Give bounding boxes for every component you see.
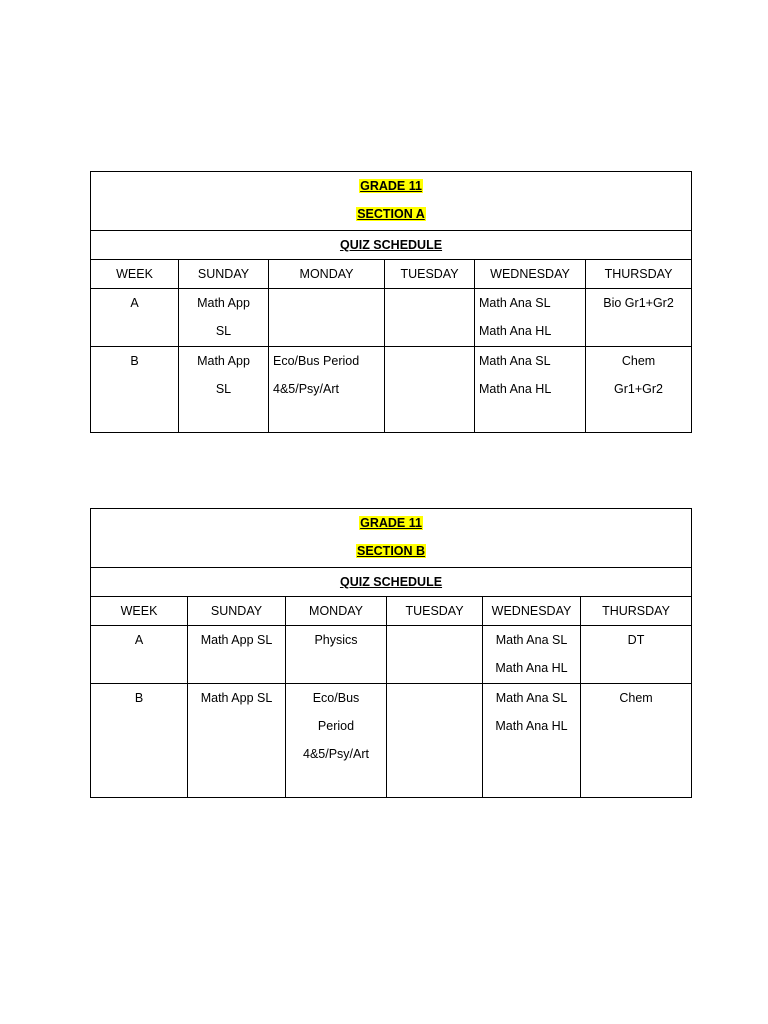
cell-line: Math App SL [200,691,273,705]
sunday-cell [179,347,269,433]
tuesday-cell [387,626,483,684]
grade-title: GRADE 11 [360,179,422,193]
cell-line: Math Ana HL [495,661,568,675]
quiz-schedule-table-section-a [90,171,692,433]
table-header [91,172,692,231]
thursday-cell [586,347,692,433]
week-cell: B [91,684,188,798]
thursday-cell [581,684,692,798]
quiz-schedule-table-section-b [90,508,692,798]
cell-line: Bio Gr1+Gr2 [603,296,674,310]
cell-line: Math Ana HL [479,324,552,338]
column-header-sunday: SUNDAY [188,597,286,626]
monday-cell [269,289,385,347]
cell-line: Gr1+Gr2 [614,382,664,396]
monday-cell [269,347,385,433]
thursday-cell [586,289,692,347]
cell-line: Math Ana SL [479,354,551,368]
cell-line: Math Ana HL [495,719,568,733]
table-row [91,347,692,433]
column-header-row [91,597,692,626]
cell-line: DT [627,633,645,647]
column-header-week: WEEK [91,597,188,626]
monday-cell [286,684,387,798]
wednesday-cell [475,289,586,347]
tuesday-cell [385,347,475,433]
column-header-tuesday: TUESDAY [387,597,483,626]
monday-cell [286,626,387,684]
wednesday-cell [475,347,586,433]
cell-line: Eco/Bus [312,691,360,705]
column-header-monday: MONDAY [286,597,387,626]
cell-line: Chem [619,691,653,705]
wednesday-cell [483,684,581,798]
sunday-cell [179,289,269,347]
tuesday-cell [385,289,475,347]
schedule-subtitle-cell [91,231,692,260]
week-cell: A [91,289,179,347]
table-row [91,684,692,798]
cell-line: 4&5/Psy/Art [273,382,339,396]
column-header-week: WEEK [91,260,179,289]
column-header-thursday: THURSDAY [581,597,692,626]
section-title: SECTION B [356,544,426,558]
cell-line: Chem [621,354,656,368]
tuesday-cell [387,684,483,798]
schedule-subtitle: QUIZ SCHEDULE [339,238,443,252]
cell-line: Math Ana SL [479,296,551,310]
grade-title: GRADE 11 [360,516,422,530]
column-header-tuesday: TUESDAY [385,260,475,289]
section-title: SECTION A [357,207,425,221]
column-header-wednesday: WEDNESDAY [475,260,586,289]
thursday-cell [581,626,692,684]
cell-line: Math Ana SL [495,691,568,705]
cell-line: Math App [197,296,250,310]
sunday-cell [188,626,286,684]
column-header-sunday: SUNDAY [179,260,269,289]
column-header-thursday: THURSDAY [586,260,692,289]
schedule-subtitle: QUIZ SCHEDULE [339,575,443,589]
sunday-cell [188,684,286,798]
table-header [91,509,692,568]
cell-line: SL [215,324,232,338]
cell-line: Period [317,719,355,733]
column-header-row [91,260,692,289]
cell-line: Math App SL [200,633,273,647]
cell-line: Physics [314,633,358,647]
cell-line: 4&5/Psy/Art [303,747,369,761]
week-cell: B [91,347,179,433]
cell-line: SL [215,382,232,396]
table-row [91,626,692,684]
column-header-monday: MONDAY [269,260,385,289]
table-row [91,289,692,347]
wednesday-cell [483,626,581,684]
cell-line: Math App [197,354,250,368]
week-cell: A [91,626,188,684]
cell-line: Math Ana HL [479,382,552,396]
schedule-subtitle-cell [91,568,692,597]
cell-line: Math Ana SL [495,633,568,647]
cell-line: Eco/Bus Period [273,354,360,368]
column-header-wednesday: WEDNESDAY [483,597,581,626]
